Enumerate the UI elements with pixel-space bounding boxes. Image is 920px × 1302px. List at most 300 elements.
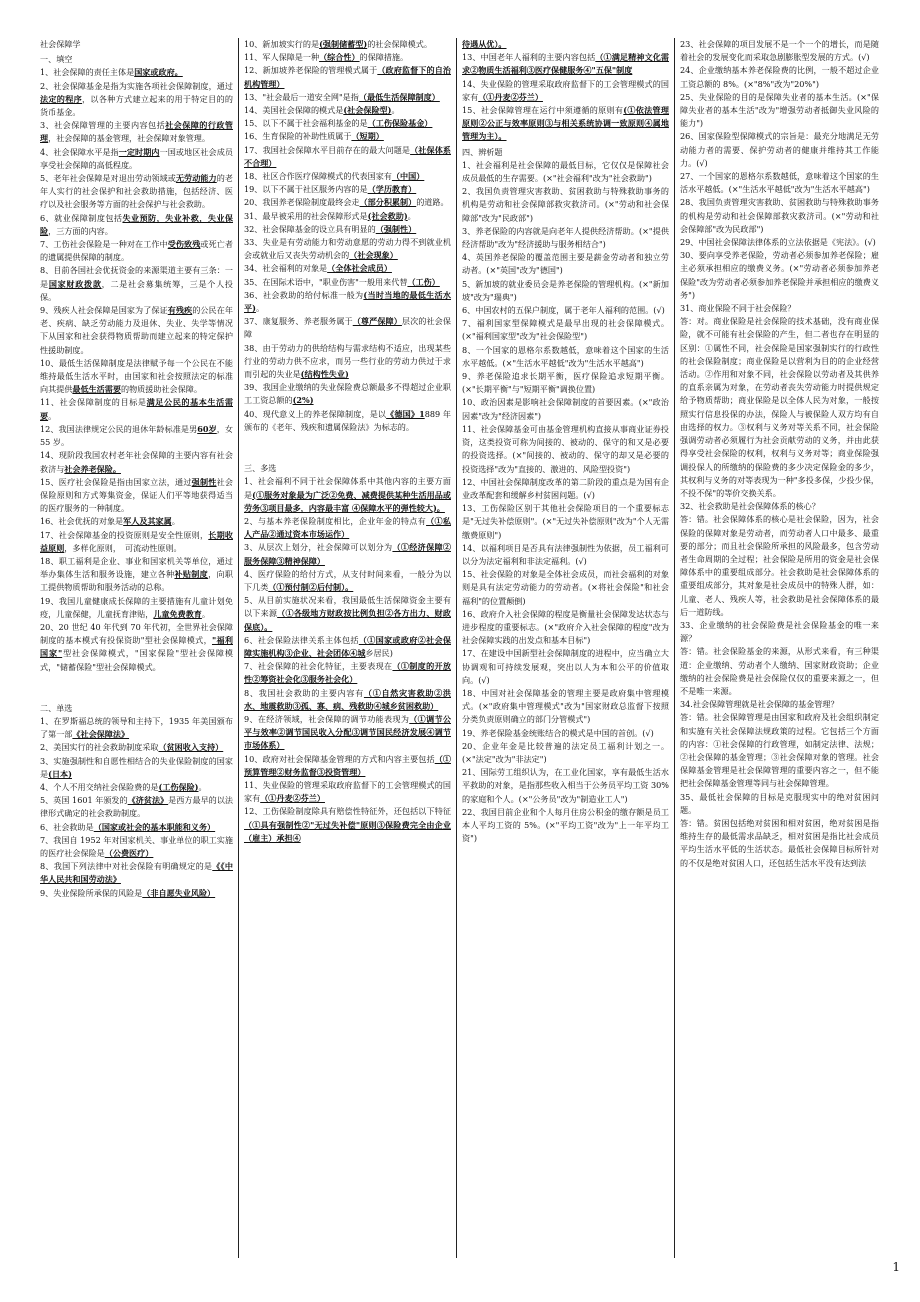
body-text: 1、在罗斯福总统的领导和主持下，1935 年美国颁布了第一部 xyxy=(40,715,233,740)
paragraph xyxy=(462,476,669,502)
body-text: 2、社会保障基金是指为实施各项社会保障制度，通过 xyxy=(40,80,233,91)
paragraph xyxy=(244,91,451,104)
body-text: 38、由于劳动力的供给结构与需求结构不适应，出现某些行业的劳动力供不应求，而另一些行业的劳动力供过于求而引起的失业是 xyxy=(244,342,451,380)
body-text: 一国或地区社会成员享受社会保障的高低程度。 xyxy=(40,146,233,170)
body-text: 层次的社会保障 xyxy=(244,316,451,340)
paragraph xyxy=(244,753,451,779)
body-text: 。 xyxy=(198,781,207,792)
body-text: 10、最低生活保障制度是法律赋予每一个公民在不能维持最低生活水平时，由国家和社会按照法定的标准向其提供 xyxy=(40,357,233,395)
paragraph xyxy=(244,779,451,805)
paragraph xyxy=(462,542,669,568)
body-text: 33、企业缴纳的社会保险费是社会保险基金的唯一来源？ xyxy=(680,619,879,644)
body-text: 15、医疗社会保险是指由国家立法，通过 xyxy=(40,476,192,487)
answer-text: （①具有强制性②"无过失补偿"原则③保险费完全由企业（雇主）承担④ xyxy=(244,819,451,843)
body-text: 889 年颁布的《老年、残疾和遗属保险法》为标志的。 xyxy=(244,408,451,432)
body-text: 18、职工福利是企业、事业和国家机关等单位，通过举办集体生活和服务设施，建立各种 xyxy=(40,555,233,580)
body-text: 。 xyxy=(391,105,400,116)
body-text: 40、现代意义上的养老保障制度，是以 xyxy=(244,408,387,419)
paragraph xyxy=(680,170,879,196)
paragraph xyxy=(462,159,669,185)
paragraph xyxy=(244,475,451,515)
paragraph xyxy=(40,38,233,51)
body-text: 9、养老保险追求长期平衡，医疗保险追求短期平衡。(×"长期平衡"与"短期平衡"调换位置) xyxy=(462,371,669,395)
body-text: 14、以福利项目是否具有法律强制性为依据，员工福利可以分为法定福利和非法定福利。(√) xyxy=(462,542,669,566)
spacer xyxy=(40,674,233,700)
paragraph xyxy=(244,568,451,594)
paragraph xyxy=(40,423,233,449)
paragraph xyxy=(462,727,669,740)
body-text: 16、生育保险的补助性质属于 xyxy=(244,131,352,142)
body-text: 16、社会优抚的对象是 xyxy=(40,516,124,527)
body-text: 20、我国养老保险制度最终会走 xyxy=(244,197,360,208)
body-text: 24、企业缴纳基本养老保险费的比例，一般不超过企业工资总额的 8%。(×"8%"改为"20%") xyxy=(680,65,879,89)
body-text: 的老年人实行的社会保护和社会救助措施，包括经济、医疗以及社会服务等方面的社会保护与社会救助。 xyxy=(40,173,233,210)
body-text: 25、失业保险的目的是保障失业者的基本生活。(×"保障失业者的基本生活"改为"增强劳动者抵御失业风险的能力") xyxy=(680,91,879,129)
answer-text: (结构性失业) xyxy=(300,369,349,380)
paragraph xyxy=(462,104,669,144)
paragraph xyxy=(244,183,451,196)
answer-text: （工伤保险基金） xyxy=(367,118,433,129)
answer-text: （①丹麦②芬兰） xyxy=(260,793,325,804)
body-text: 。 xyxy=(255,303,265,314)
paragraph xyxy=(462,38,669,51)
answer-text: （工伤） xyxy=(407,276,440,287)
paragraph xyxy=(40,357,233,397)
answer-text: （学历教育） xyxy=(367,184,417,195)
paragraph xyxy=(40,834,233,860)
body-text: 12、中国社会保障制度改革的第二阶段的重点是为国有企业改革配套和缓解乡村贫困问题。(√) xyxy=(462,476,669,500)
paragraph xyxy=(40,449,233,475)
answer-text: 《社会保障法》 xyxy=(72,729,130,740)
answer-text: 长期收益原则 xyxy=(40,529,233,553)
body-text: 28、我国负责管理灾害救助、贫困救助与特殊救助事务的机构是劳动和社会保障部救灾救济司。(×"劳动和社会保障部"改为民政部") xyxy=(680,197,879,234)
body-text: 答：错。社会保障管理是由国家和政府及社会组织制定和实施有关社会保障法规政策的过程。它包括三个方面的内容：①社会保障的行政管理，如制定法律、法规；②社会保障的基金管理；③社会保障对象的管理。社会保障基金管理是社会保障管理的重要内容之一，但不能把社会保障基金管理等同与社会保障管理。 xyxy=(680,712,879,789)
answer-text: (①依法管理原则②公正与效率原则③与相关系统协调一致原则④属地管理为主）。 xyxy=(462,105,669,142)
answer-text: (2%) xyxy=(292,395,314,406)
paragraph xyxy=(680,38,879,64)
answer-text: 一定时期内 xyxy=(118,146,160,157)
paragraph xyxy=(462,278,669,304)
paragraph xyxy=(244,130,451,143)
paragraph xyxy=(462,740,669,766)
paragraph xyxy=(244,104,451,117)
body-text: 34、社会福利的对象是 xyxy=(244,263,328,274)
body-text: 。 xyxy=(48,410,57,421)
answer-text: 《德国》1 xyxy=(386,408,425,419)
paragraph xyxy=(244,170,451,183)
paragraph xyxy=(462,344,669,370)
paragraph xyxy=(40,146,233,172)
body-text: 4、社会保障水平是指 xyxy=(40,146,119,157)
paragraph xyxy=(40,212,233,238)
body-text: 20、企业年金是比较普遍的法定员工福利计划之一。(×"法定"改为"非法定") xyxy=(462,740,669,764)
answer-text: 国家财政拨款 xyxy=(48,278,102,289)
column-4 xyxy=(674,38,884,1258)
paragraph xyxy=(462,251,669,277)
paragraph xyxy=(244,805,451,845)
body-text: 是西方最早的以法律形式确定的社会救助制度。 xyxy=(40,795,233,819)
body-text: 29、中国社会保障法律体系的立法依据是《宪法》。(√) xyxy=(680,237,876,248)
body-text: 14、失业保险的管理采取政府监督下的工会管理模式的国家有 xyxy=(462,78,669,102)
answer-text: （政府监督下的自治机构管理） xyxy=(244,65,451,89)
paragraph xyxy=(40,887,233,900)
answer-text: (社会保险型) xyxy=(343,105,392,116)
body-text: 22、我国目前企业和个人每月住房公积金的缴存额是员工本人平均工资的 5%。(×"平均工资"改为"上一年平均工资") xyxy=(462,806,669,844)
answer-text: （综合性） xyxy=(319,52,360,63)
body-text: 8、我国社会救助的主要内容有 xyxy=(244,687,364,698)
paragraph xyxy=(244,541,451,567)
answer-text: （强制性） xyxy=(375,223,417,234)
paragraph xyxy=(680,64,879,90)
answer-text: 最低生活需要 xyxy=(72,384,121,395)
answer-text: （①丹麦②芬兰） xyxy=(478,91,543,102)
body-text: 社会保险原则和方式筹集资金，保证人们平等地获得适当的医疗服务的一种制度。 xyxy=(40,476,233,514)
column-1 xyxy=(38,38,238,1258)
paragraph xyxy=(40,172,233,212)
paragraph xyxy=(462,78,669,104)
paragraph xyxy=(244,196,451,209)
paragraph xyxy=(680,130,879,170)
paragraph xyxy=(40,781,233,794)
answer-text: 60岁 xyxy=(197,423,217,434)
body-text: 15、社会保障管理在运行中须遵循的原则有 xyxy=(462,105,624,116)
body-text: 35、最低社会保障的目标是克服现实中的绝对贫困问题。 xyxy=(680,791,879,815)
paragraph xyxy=(244,144,451,170)
body-text: 18、中国对社会保障基金的管理主要是政府集中管理模式。(×"政府集中管理模式"改为"国家财政总监督下按照分类负责原则确立的部门分管模式") xyxy=(462,687,669,725)
paragraph xyxy=(462,502,669,542)
paragraph xyxy=(40,396,233,422)
section-heading xyxy=(244,462,451,475)
answer-text: （全体社会成员） xyxy=(327,263,392,274)
answer-text: （①预算管理②财务监督③投资管理） xyxy=(244,753,451,777)
paragraph xyxy=(244,634,451,660)
body-text: 21、国际劳工组织认为，在工业化国家，享有最低生活水平救助的对象，是指那些收入相当于公务员平均工资 30%的家庭和个人。(×"公务员"改为"制造业工人") xyxy=(462,767,669,804)
body-text: 四、辨析题 xyxy=(462,146,503,157)
answer-text: 国家或政府。 xyxy=(134,67,183,78)
body-text: 19、我国儿童健康成长保障的主要措施有儿童计划免疫，儿童保健，儿童抚育津贴， xyxy=(40,595,233,619)
answer-text: （社保体系不合理） xyxy=(244,144,451,168)
body-text: 6、中国农村的五保户制度，属于老年人福利的范围。(√) xyxy=(462,305,665,316)
body-text: 6、社会保险法律关系主体包括 xyxy=(244,634,359,645)
paragraph xyxy=(244,276,451,289)
body-text: ，向职工提供物质帮助和服务活动的总称。 xyxy=(40,569,233,593)
body-text: 4、英国养老保险的覆盖范围主要是薪金劳动者和独立劳动者。(×"英国"改为"德国") xyxy=(462,252,669,276)
body-text: 8、一个国家的恩格尔系数越低，意味着这个国家的生活水平越低。(×"生活水平越低"改为"生活水平越高") xyxy=(462,344,669,368)
body-text: 16、政府介入社会保障的程度是衡量社会保障发达状态与进步程度的重要标志。(×"政府介入社会保障的程度"改为社会保障实践的出发点和基本目标") xyxy=(462,608,669,646)
body-text: 7、福利国家型保障模式是最早出现的社会保障模式。(×"福利国家型"改为"社会保险型") xyxy=(462,318,669,342)
body-text: 6、社会救助是 xyxy=(40,821,94,832)
body-text: 17、我国社会保障水平目前存在的最大问题是 xyxy=(244,144,411,155)
body-text: 7、我国自 1952 年对国家机关、事业单位的职工实施的医疗社会保险是 xyxy=(40,834,233,858)
body-text: 33、失业是有劳动能力和劳动意愿的劳动力得不到就业机会或就业后又丧失劳动机会的 xyxy=(244,237,451,261)
body-text: 8、我国下列法律中对社会保险有明确规定的是 xyxy=(40,861,213,872)
paragraph xyxy=(244,515,451,541)
body-text: 4、个人不用交纳社会保险费的是 xyxy=(40,781,159,792)
paragraph xyxy=(462,568,669,608)
paragraph xyxy=(462,370,669,396)
answer-text: （公费医疗） xyxy=(104,847,154,858)
body-text: 9、残疾人社会保障是国家为了保证 xyxy=(40,305,168,316)
body-text: 37、康复服务、养老服务属于 xyxy=(244,316,353,327)
spacer xyxy=(244,434,451,460)
column-2 xyxy=(238,38,456,1258)
answer-text: 受伤致残 xyxy=(167,239,201,250)
body-text: 34.社会保障管理就是社会保障的基金管理？ xyxy=(680,699,839,710)
paragraph xyxy=(40,119,233,145)
body-text: 8、目前各国社会优抚资金的来源渠道主要有三条：一是 xyxy=(40,265,233,289)
paragraph xyxy=(462,687,669,727)
answer-text: 无劳动能力 xyxy=(175,173,217,184)
paragraph xyxy=(40,238,233,264)
paragraph xyxy=(462,647,669,687)
answer-text: (日本) xyxy=(48,768,72,779)
answer-text: （最低生活保障制度） xyxy=(358,91,440,102)
body-text: 3、从层次上划分，社会保障可以划分为 xyxy=(244,542,393,553)
paragraph xyxy=(680,513,879,619)
paragraph xyxy=(680,91,879,131)
body-text: 10、政治因素是影响社会保障制度的首要因素。(×"政治因素"改为"经济因素") xyxy=(462,397,669,421)
body-text: 36、社会救助的给付标准一般为 xyxy=(244,289,364,300)
body-text: 31、商业保险不同于社会保险？ xyxy=(680,303,796,314)
paragraph xyxy=(40,715,233,741)
paragraph xyxy=(680,645,879,698)
paragraph xyxy=(680,817,879,870)
body-text: ，多样化原则， 可流动性原则。 xyxy=(64,542,182,553)
body-text: 11、军人保障是一种 xyxy=(244,52,320,63)
body-text: 3、养老保险的内容就是向老年人提供经济帮助。(×"提供经济帮助"改为"经济援助与服务相结合") xyxy=(462,225,669,250)
answer-text: 待遇从优）。 xyxy=(462,39,507,49)
body-text: 15、以下不属于社会福利基金的是 xyxy=(244,118,368,129)
body-text: 答：错。贫困包括绝对贫困和相对贫困，绝对贫困是指维持生存的最低需求品缺乏，相对贫困是指比社会成员平均生活水平低的生活状态。最低社会保障目标所针对的不仅是绝对贫困人口，还包括生活水平没有达到法 xyxy=(680,817,879,868)
paragraph xyxy=(244,594,451,634)
paragraph xyxy=(244,38,451,51)
answer-text: （①国家或政府②社会保障实施机构③企业、社会团体④城 xyxy=(244,634,451,658)
paragraph xyxy=(680,791,879,817)
body-text: 4、医疗保险的给付方式，从支付时间来看，一般分为以下几类 xyxy=(244,568,451,592)
body-text: 。 xyxy=(407,210,416,221)
answer-text: （①制度的开放性②筹资社会化③服务社会化） xyxy=(244,661,451,685)
answer-text: （非自愿失业风险） xyxy=(142,887,216,898)
body-text: 9、失业保险所承保的风险是 xyxy=(40,887,143,898)
body-text: 14、现阶段我国农村老年社会保障的主要内容有社会救济与 xyxy=(40,450,233,474)
paragraph xyxy=(462,423,669,476)
body-text: 的保障措施。 xyxy=(359,52,409,63)
answer-text: （①经济保障②服务保障③精神保障） xyxy=(244,542,451,566)
body-text: 型社会保障模式，"国家保险"型社会保障模式，"储蓄保险"型社会保障模式。 xyxy=(40,648,234,672)
body-text: 1、社会保障的责任主体是 xyxy=(40,67,135,78)
paragraph xyxy=(244,315,451,341)
body-text: 社会保障学 xyxy=(40,39,81,49)
body-text: 3、实施强制性和自愿性相结合的失业保险制度的国家是 xyxy=(40,755,233,779)
answer-text: 法定的程序 xyxy=(40,93,83,104)
body-text: 17、在建设中国新型社会保障制度的进程中，应当确立大协调观和可持续发展观，突出以人为本和公平的价值取向。(√) xyxy=(462,648,669,685)
answer-text: 有残疾 xyxy=(167,305,193,316)
answer-text: 满足公民的基本生活需要 xyxy=(40,397,233,421)
answer-text: 补贴制度 xyxy=(174,569,209,580)
body-text: 5、老年社会保障是对退出劳动领域或 xyxy=(40,173,176,184)
body-text: 17、社会保障基金的投资原则是安全性原则， xyxy=(40,529,209,540)
paragraph xyxy=(244,51,451,64)
paragraph xyxy=(244,408,451,434)
paragraph xyxy=(244,660,451,686)
paragraph xyxy=(40,821,233,834)
body-text: 乡居民) xyxy=(365,647,393,658)
paragraph xyxy=(40,515,233,528)
paragraph xyxy=(462,317,669,343)
body-text: 19、以下不属于社区服务内容的是 xyxy=(244,184,368,195)
body-text: ，二是社会募集统筹，三是个人投保。 xyxy=(40,278,233,302)
answer-text: （①调节公平与效率②调节国民收入分配③调节国民经济发展④调节市场体系） xyxy=(244,713,451,751)
body-text: 5、英国 1601 年颁发的 xyxy=(40,795,128,806)
body-text: ，社会保障的基金管理，社会保障对象管理。 xyxy=(48,133,210,144)
body-text: 12、我国法律规定公民的退休年龄标准是男 xyxy=(40,423,198,434)
paragraph xyxy=(462,396,669,422)
paragraph xyxy=(680,302,879,315)
answer-text: （贫困收入支持） xyxy=(158,742,224,753)
body-text: 12、新加坡养老保险的管理模式属于 xyxy=(244,65,378,76)
paragraph xyxy=(680,236,879,249)
answer-text: （部分积累制） xyxy=(359,197,417,208)
body-text: 23、社会保障的项目发展不是一个一个的增长，而是随着社会的发展变化而采取急剧膨胀型发展的方式。(√) xyxy=(680,39,879,63)
paragraph xyxy=(40,304,233,357)
paragraph xyxy=(462,806,669,846)
answer-text: （尊严保障） xyxy=(352,316,402,327)
answer-text: 军人及其家属 xyxy=(123,516,172,527)
column-3 xyxy=(456,38,674,1258)
paragraph xyxy=(462,51,669,77)
body-text: 13、工伤保险区别于其他社会保险项目的一个重要标志是"无过失补偿原则"。(×"无过失补偿原则"改为"个人无需缴费原则") xyxy=(462,503,669,540)
section-heading xyxy=(40,53,233,66)
answer-text: （国家或社会的基本职能和义务） xyxy=(93,821,216,832)
paragraph xyxy=(244,289,451,315)
body-text: 答：错。社会保障体系的核心是社会保险，因为，社会保险的保障对象是劳动者，而劳动者人口中最多、最重要的部分；而且社会保险所承担的风险最多，包含劳动者生命周期的全过程；社会保险是所用的资金是社会保障体系中的重要组成部分。社会救助是社会保障体系的重要组成部分，其对象是社会成员中的特殊人群，如：儿童、老人、残疾人等，社会救助是社会保障体系的最后一道防线。 xyxy=(680,514,879,617)
body-text: 7、社会保障的社会化特征，主要表现在 xyxy=(244,661,393,672)
paragraph xyxy=(680,711,879,790)
body-text: 。 xyxy=(171,516,180,527)
answer-text: "福利国家" xyxy=(40,635,233,659)
paragraph xyxy=(40,80,233,120)
body-text: 20、20 世纪 40 年代到 70 年代初，全世界社会保障制度的基本模式有投保资助"型社会保障模式， xyxy=(40,621,233,646)
body-text: 32、社会救助是社会保障体系的核心？ xyxy=(680,501,820,512)
body-text: 2、美国实行的社会救助制度采取 xyxy=(40,742,159,753)
answer-text: （短期） xyxy=(351,131,384,142)
body-text: 13、"社会最后一道安全网"是指 xyxy=(244,91,359,102)
body-text: 12、工伤保险制度除具有赔偿性特征外，还包括以下特征 xyxy=(244,806,451,817)
paragraph xyxy=(40,794,233,820)
answer-text: （①自然灾害救助②洪水、地震救助③孤、寡、病、残救助④城乡贫困救助） xyxy=(244,687,451,711)
paragraph xyxy=(462,608,669,648)
answer-text: (工伤保险) xyxy=(158,781,199,792)
paragraph xyxy=(40,595,233,621)
body-text: 10、新加坡实行的是 xyxy=(244,39,320,49)
body-text: 的公民在年老、疾病、缺乏劳动能力及退休、失业、失学等情况下从国家和社会获得物质帮助而建立起来的特定保护性援助制度。 xyxy=(40,305,233,355)
paragraph xyxy=(244,64,451,90)
page-number: 1 xyxy=(892,1260,900,1274)
answer-text: （①预付制②后付制）。 xyxy=(268,581,354,592)
body-text: 二、单选 xyxy=(40,702,73,713)
paragraph xyxy=(680,196,879,236)
section-heading xyxy=(462,146,669,159)
paragraph xyxy=(40,476,233,516)
body-text: 11、社会保障制度的目标是 xyxy=(40,397,147,408)
paragraph xyxy=(40,755,233,781)
paragraph xyxy=(244,236,451,262)
body-text: 7、工伤社会保险是一种对在工作中 xyxy=(40,239,168,250)
paragraph xyxy=(680,500,879,513)
answer-text: 《济贫法》 xyxy=(127,795,169,806)
paragraph xyxy=(244,687,451,713)
paragraph xyxy=(462,225,669,251)
paragraph xyxy=(462,766,669,806)
body-text: 。 xyxy=(201,608,211,619)
paragraph xyxy=(244,117,451,130)
body-text: 31、最早被采用的社会保障形式是 xyxy=(244,210,368,221)
body-text: 39、我国企业缴纳的失业保险费总额最多不得超过企业职工工资总额的 xyxy=(244,382,451,406)
paragraph xyxy=(40,555,233,595)
body-text: 三、多选 xyxy=(244,463,277,474)
body-text: ，三方面的内容。 xyxy=(48,225,113,236)
paragraph xyxy=(680,249,879,302)
body-text: 2、我国负责管理灾害救助、贫困救助与特殊救助事务的机构是劳动和社会保障部救灾救济司。(×"劳动和社会保障部"改为"民政部") xyxy=(462,186,669,223)
body-text: 5、新加坡的就业委员会是养老保险的管理机构。(×"新加坡"改为"瑞典") xyxy=(462,278,669,302)
body-text: 5、从目前实施状况来看，我国最低生活保障资金主要有以下来源 xyxy=(244,595,451,619)
paragraph xyxy=(244,262,451,275)
paragraph xyxy=(244,342,451,382)
answer-text: (当时当地的最低生活水平) xyxy=(244,289,451,314)
answer-text: （①各级地方财政按比例负担②各方出力、财政保底）。 xyxy=(244,608,451,632)
paragraph xyxy=(40,741,233,754)
body-text: 或死亡者的遗属提供保障的制度。 xyxy=(40,239,233,263)
body-text: 的道路。 xyxy=(416,197,449,208)
body-text: ，女 55 岁。 xyxy=(40,423,233,448)
paragraph xyxy=(462,185,669,225)
body-text: 9、在经济领域，社会保障的调节功能表现为 xyxy=(244,713,410,724)
body-text: ，以各种方式建立起来的用于特定目的的货币基金。 xyxy=(40,93,233,118)
body-text: 11、失业保险的管理采取政府监督下的工会管理模式的国家有 xyxy=(244,779,451,804)
body-text: 的社会保障模式。 xyxy=(367,39,432,49)
answer-text: 社会保障的行政管理 xyxy=(40,120,233,144)
body-text: 1、社会福利不同于社会保障体系中其他内容的主要方面是 xyxy=(244,476,451,500)
paragraph xyxy=(244,713,451,753)
paragraph xyxy=(40,66,233,79)
body-text: 1、社会福利是社会保障的最低目标，它仅仅是保障社会成员最低的生存需要。(×"社会福利"改为"社会救助") xyxy=(462,159,669,184)
paragraph xyxy=(244,381,451,407)
answer-text: (社会救助) xyxy=(367,210,408,221)
answer-text: 《《中华人民共和国劳动法》 xyxy=(40,861,233,885)
paragraph xyxy=(462,304,669,317)
body-text: 32、社会保障基金的设立具有明显的 xyxy=(244,223,376,234)
body-text: 11、社会保障基金可由基金管理机构直接从事商业证券投资，这类投资可称为间接的、被动的、保守的和又是必要的投资选择。(×"间接的、被动的、保守的却又是必要的投资选择"改为"直接的、激进的、风险型投资") xyxy=(462,423,669,474)
body-text: 14、美国社会保障的模式是 xyxy=(244,105,344,116)
body-text: 2、与基本养老保险制度相比，企业年金的特点有 xyxy=(244,515,427,526)
paragraph xyxy=(680,619,879,645)
body-text: 的物质援助社会保障。 xyxy=(120,384,202,395)
answer-text: （①满足精神文化需求②物质生活福利③医疗保健服务④"五保"制度 xyxy=(462,52,669,76)
answer-text: (强制储蓄型) xyxy=(319,39,368,49)
answer-text: 儿童免费教育 xyxy=(153,608,202,619)
body-text: 35、在国际术语中，"职业伤害"一般用来代替 xyxy=(244,276,408,287)
body-text: 10、政府对社会保障基金管理的方式和内容主要包括 xyxy=(244,753,435,764)
body-text: 27、一个国家的恩格尔系数越低，意味着这个国家的生活水平越低。(×"生活水平越低"改为"生活水平越高") xyxy=(680,171,879,195)
document-columns xyxy=(38,38,884,1258)
body-text: 13、中国老年人福利的主要内容包括 xyxy=(462,52,596,63)
body-text: 一、填空 xyxy=(40,54,73,65)
body-text: 3、社会保障管理的主要内容包括 xyxy=(40,120,166,131)
paragraph xyxy=(40,860,233,886)
answer-text: 强制性 xyxy=(191,476,217,487)
body-text: 18、社区合作医疗保障模式的代表国家有 xyxy=(244,171,392,182)
body-text: 30、要向享受养老保险，劳动者必须参加养老保险；雇主必须承担相应的缴费义务。(×"劳动者必须参加养老保险"改为劳动者必须参加养老保险并承担相应的缴费义务") xyxy=(680,250,879,300)
